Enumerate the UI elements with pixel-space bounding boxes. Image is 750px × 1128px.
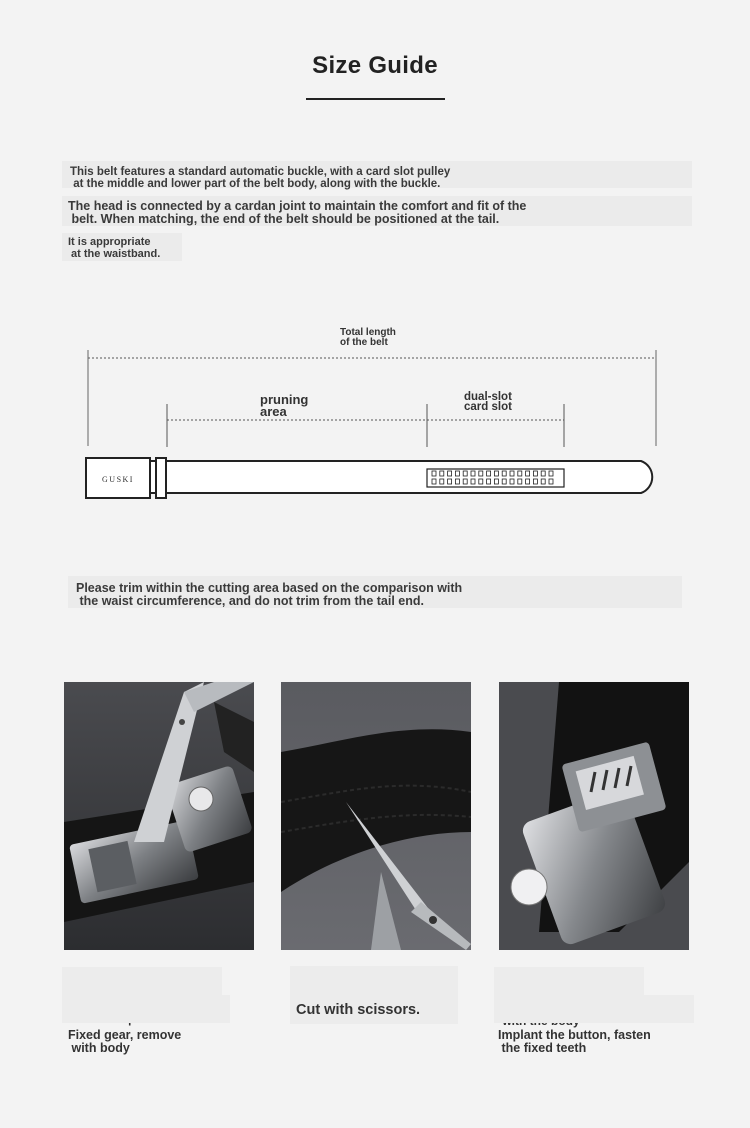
intro-buckle-note: This belt features a standard automatic buckle, with a card slot pulley at the middle and lower part of the belt body, along with the buckle. <box>62 161 692 188</box>
photo-cut-scissors <box>281 682 471 950</box>
pruning-area-label: pruning area <box>260 392 309 419</box>
title-underline <box>306 98 445 100</box>
step1-caption-box <box>62 967 222 995</box>
total-length-label: Total length of the belt <box>340 327 396 348</box>
belt-loop <box>156 458 166 498</box>
step1-subcaption: Fixed gear, remove with body <box>68 1028 182 1055</box>
step3-caption-box <box>494 967 644 995</box>
intro-cardan-note: The head is connected by a cardan joint to maintain the comfort and fit of the belt. When matching, the end of the belt should be positioned at the tail. <box>62 196 692 226</box>
intro-waistband-note: It is appropriate at the waistband. <box>62 233 182 261</box>
belt-strap-outline <box>150 461 652 493</box>
page-title: Size Guide <box>312 52 438 79</box>
buckle-brand-text: GUSKI <box>102 475 134 484</box>
belt-diagram <box>0 320 750 520</box>
photo-open-clasp <box>64 682 254 950</box>
step3-sub-box <box>494 995 694 1055</box>
photo-recut-belt <box>499 682 689 950</box>
step2-caption-box <box>290 966 458 1024</box>
card-slot-label: dual-slot card slot <box>464 391 512 413</box>
trim-instruction-note: Please trim within the cutting area based on the comparison with the waist circumference, and do not trim from the tail end. <box>68 576 682 608</box>
step1-sub-box <box>62 995 230 1055</box>
step2-caption: Cut with scissors. <box>296 1002 421 1018</box>
step3-subcaption: Implant the button, fasten the fixed teeth <box>498 1028 651 1055</box>
